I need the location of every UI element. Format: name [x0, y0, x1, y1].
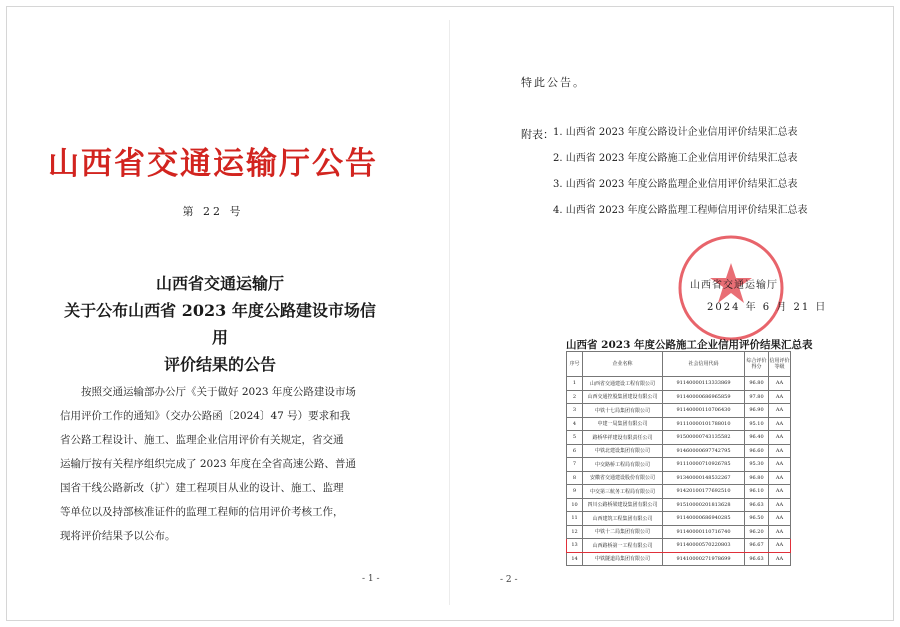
body-line: 按照交通运输部办公厅《关于做好 2023 年度公路建设市场	[81, 386, 356, 398]
attachments-label: 附表：	[521, 128, 554, 141]
cell-score: 96.80	[745, 377, 769, 391]
table-row	[567, 417, 791, 431]
page-number-2: - 2 -	[500, 575, 518, 585]
seal-organization: 山西省交通运输厅	[690, 280, 778, 291]
cell-name: 路桥华祥建设有限责任公司	[583, 431, 663, 445]
cell-code: 91110000710926785	[663, 458, 745, 472]
cell-grade: AA	[769, 539, 791, 553]
cell-score: 96.67	[745, 539, 769, 553]
cell-no: 12	[567, 525, 583, 539]
cell-no: 9	[567, 485, 583, 499]
body-line: 信用评价工作的通知》（交办公路函〔2024〕47 号）要求和我	[60, 410, 351, 422]
cell-no: 1	[567, 377, 583, 391]
body-line: 省公路工程设计、施工、监理企业信用评价有关规定，省交通	[60, 434, 344, 446]
cell-grade: AA	[769, 552, 791, 566]
table-header-row	[567, 352, 791, 377]
attachment-item: 4. 山西省 2023 年度公路监理工程师信用评价结果汇总表	[553, 205, 808, 216]
attachments-list	[553, 126, 808, 230]
cell-no: 6	[567, 444, 583, 458]
table-row	[567, 552, 791, 566]
cell-grade: AA	[769, 431, 791, 445]
table-row	[567, 485, 791, 499]
table-row	[567, 498, 791, 512]
cell-grade: AA	[769, 485, 791, 499]
cell-score: 96.80	[745, 471, 769, 485]
cell-code: 91140000686965859	[663, 390, 745, 404]
cell-no: 11	[567, 512, 583, 526]
cell-name: 中交路桥工程局有限公司	[583, 458, 663, 472]
cell-name: 中铁北建设集团有限公司	[583, 444, 663, 458]
document-number: 第 22 号	[182, 205, 244, 218]
cell-name: 中铁十七局集团有限公司	[583, 404, 663, 418]
table-row-highlighted	[567, 539, 791, 553]
cell-no: 8	[567, 471, 583, 485]
cell-grade: AA	[769, 525, 791, 539]
cell-no: 2	[567, 390, 583, 404]
cell-no: 14	[567, 552, 583, 566]
table-row	[567, 431, 791, 445]
results-table	[566, 351, 791, 566]
attachment-item: 2. 山西省 2023 年度公路施工企业信用评价结果汇总表	[553, 153, 798, 164]
cell-grade: AA	[769, 458, 791, 472]
table-row	[567, 512, 791, 526]
page-number-1: - 1 -	[362, 574, 380, 584]
cell-no: 10	[567, 498, 583, 512]
body-line: 等单位以及持部核准证件的监理工程师的信用评价考核工作，	[60, 506, 344, 518]
cell-score: 96.63	[745, 498, 769, 512]
closing-text: 特此公告。	[521, 76, 586, 89]
header-score: 综合评价得分	[745, 352, 769, 377]
page-divider	[449, 20, 450, 605]
body-line: 运输厅按有关程序组织完成了 2023 年度在全省高速公路、普通	[60, 458, 356, 470]
cell-code: 91110000101788010	[663, 417, 745, 431]
cell-grade: AA	[769, 512, 791, 526]
table-row	[567, 525, 791, 539]
cell-name: 山西建筑工程集团有限公司	[583, 512, 663, 526]
table-row	[567, 444, 791, 458]
cell-code: 91140000686940285	[663, 512, 745, 526]
cell-code: 91140000113333869	[663, 377, 745, 391]
cell-name: 中铁十二局集团有限公司	[583, 525, 663, 539]
cell-code: 91420100177692510	[663, 485, 745, 499]
cell-no: 3	[567, 404, 583, 418]
cell-code: 91140000110706430	[663, 404, 745, 418]
cell-no: 7	[567, 458, 583, 472]
body-line: 现将评价结果予以公布。	[60, 530, 176, 542]
table-title: 山西省 2023 年度公路施工企业信用评价结果汇总表	[566, 339, 813, 351]
cell-score: 96.90	[745, 404, 769, 418]
cell-grade: AA	[769, 498, 791, 512]
cell-score: 96.63	[745, 552, 769, 566]
cell-grade: AA	[769, 417, 791, 431]
body-text	[60, 380, 390, 548]
cell-grade: AA	[769, 390, 791, 404]
cell-code: 91460000697742795	[663, 444, 745, 458]
cell-grade: AA	[769, 471, 791, 485]
attachment-item: 1. 山西省 2023 年度公路设计企业信用评价结果汇总表	[553, 127, 798, 138]
cell-code: 91140000570220803	[663, 539, 745, 553]
cell-grade: AA	[769, 404, 791, 418]
cell-name: 中铁隧道局集团有限公司	[583, 552, 663, 566]
cell-code: 91140000110716740	[663, 525, 745, 539]
header-no: 序号	[567, 352, 583, 377]
cell-grade: AA	[769, 377, 791, 391]
table-row	[567, 404, 791, 418]
cell-score: 96.50	[745, 512, 769, 526]
cell-score: 96.60	[745, 444, 769, 458]
cell-name: 中交第三航务工程局有限公司	[583, 485, 663, 499]
subject-line-3: 评价结果的公告	[163, 355, 276, 374]
cell-name: 安徽省交通建设股份有限公司	[583, 471, 663, 485]
cell-no: 4	[567, 417, 583, 431]
cell-name: 山西交通控股集团建设有限公司	[583, 390, 663, 404]
announcement-title: 山西省交通运输厅公告	[48, 146, 378, 182]
cell-no: 5	[567, 431, 583, 445]
header-name: 企业名称	[583, 352, 663, 377]
subject-heading	[60, 270, 380, 378]
table-row	[567, 390, 791, 404]
subject-line-1: 山西省交通运输厅	[155, 274, 284, 293]
attachment-item: 3. 山西省 2023 年度公路监理企业信用评价结果汇总表	[553, 179, 798, 190]
cell-code: 91410000271978699	[663, 552, 745, 566]
cell-no: 13	[567, 539, 583, 553]
cell-code: 91340000148532267	[663, 471, 745, 485]
table-row	[567, 377, 791, 391]
cell-name: 山西省交通建设工程有限公司	[583, 377, 663, 391]
cell-score: 97.80	[745, 390, 769, 404]
subject-line-2: 关于公布山西省 2023 年度公路建设市场信用	[64, 301, 376, 347]
cell-score: 96.20	[745, 525, 769, 539]
header-code: 社会信用代码	[663, 352, 745, 377]
table-row	[567, 458, 791, 472]
cell-name: 四川公路桥梁建设集团有限公司	[583, 498, 663, 512]
cell-code: 91510000201813628	[663, 498, 745, 512]
cell-score: 95.30	[745, 458, 769, 472]
table-row	[567, 471, 791, 485]
cell-name: 山西路桥第一工程有限公司	[583, 539, 663, 553]
cell-code: 91500000743135582	[663, 431, 745, 445]
body-line: 国省干线公路新改（扩）建工程项目从业的设计、施工、监理	[60, 482, 344, 494]
cell-score: 96.40	[745, 431, 769, 445]
cell-grade: AA	[769, 444, 791, 458]
cell-name: 中建一局集团有限公司	[583, 417, 663, 431]
cell-score: 95.10	[745, 417, 769, 431]
header-grade: 信用评价等级	[769, 352, 791, 377]
seal-date: 2024 年 6 月 21 日	[707, 302, 828, 313]
cell-score: 96.10	[745, 485, 769, 499]
